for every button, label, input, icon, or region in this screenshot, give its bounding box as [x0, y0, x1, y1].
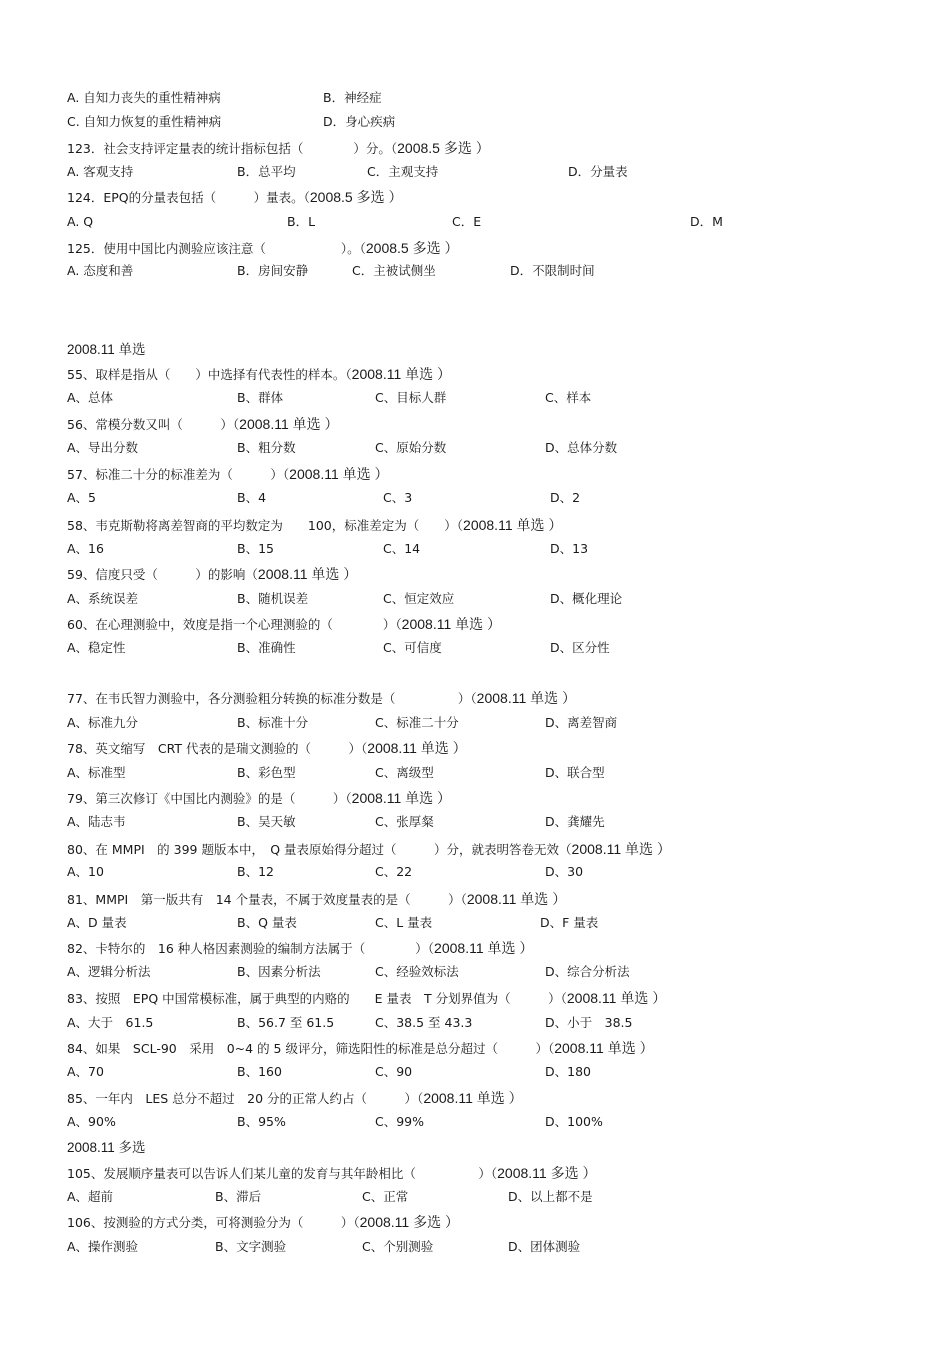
answer-option: B、粗分数 [237, 440, 296, 455]
answer-option: C、正常 [362, 1189, 409, 1204]
answer-option: B、56.7 至 61.5 [237, 1015, 335, 1030]
answer-option: A、5 [67, 490, 97, 505]
question-text: 81、MMPI 第一版共有 14 个量表，不属于效度量表的是（ ）（ [67, 892, 467, 907]
answer-option: D、13 [550, 541, 589, 556]
answer-option: C、14 [383, 541, 421, 556]
exam-tag: 2008.11 单选 ） [434, 940, 534, 956]
question-text: 123．社会支持评定量表的统计指标包括（ ）分。（ [67, 141, 398, 156]
exam-tag: 2008.5 多选 ） [309, 189, 403, 205]
answer-option: C、恒定效应 [383, 591, 455, 606]
answer-option: D．身心疾病 [323, 114, 396, 129]
section-heading: 2008.11 多选 [67, 1140, 146, 1155]
answer-option: D、龚耀先 [545, 814, 605, 829]
exam-tag: 2008.11 单选 ） [476, 690, 577, 706]
question-line [67, 466, 389, 483]
question-text: 105、发展顺序量表可以告诉人们某儿童的发育与其年龄相比（ ）（ [67, 1166, 498, 1181]
answer-option: A、陆志韦 [67, 814, 126, 829]
question-text: 78、英文缩写 CRT 代表的是瑞文测验的（ ）（ [67, 741, 368, 756]
question-text: 106、按测验的方式分类，可将测验分为（ ）（ [67, 1215, 360, 1230]
exam-tag: 2008.5 多选 ） [397, 140, 490, 156]
answer-option: A、超前 [67, 1189, 114, 1204]
answer-option: D、综合分析法 [545, 964, 630, 979]
answer-option: D、团体测验 [508, 1239, 581, 1254]
question-line [67, 940, 533, 957]
answer-option: C、样本 [545, 390, 592, 405]
answer-option: A. Q [67, 214, 94, 229]
answer-option: D、总体分数 [545, 440, 618, 455]
answer-option: C、99% [375, 1114, 425, 1129]
answer-option: D、2 [550, 490, 581, 505]
exam-tag: 2008.5 多选 ） [365, 240, 459, 256]
answer-option: A、16 [67, 541, 104, 556]
answer-option: B、标准十分 [237, 715, 309, 730]
question-text: 57、标准二十分的标准差为（ ）（ [67, 467, 290, 482]
answer-option: A. 态度和善 [67, 263, 134, 278]
answer-option: D、区分性 [550, 640, 610, 655]
question-line [67, 566, 357, 583]
answer-option: A、标准型 [67, 765, 126, 780]
question-text: 77、在韦氏智力测验中，各分测验粗分转换的标准分数是（ ）（ [67, 691, 477, 706]
answer-option: A、稳定性 [67, 640, 126, 655]
answer-option: C、22 [375, 864, 413, 879]
question-line [67, 140, 490, 157]
answer-option: A. 自知力丧失的重性精神病 [67, 90, 221, 105]
question-line [67, 1040, 654, 1057]
answer-option: B、15 [237, 541, 274, 556]
question-text: 58、韦克斯勒将离差智商的平均数定为 100，标准差定为（ ）（ [67, 518, 464, 533]
answer-option: B、滞后 [215, 1189, 262, 1204]
question-line [67, 690, 576, 707]
answer-option: C、90 [375, 1064, 413, 1079]
answer-option: C、可信度 [383, 640, 442, 655]
answer-option: C、离级型 [375, 765, 434, 780]
answer-option: B．房间安静 [237, 263, 309, 278]
answer-option: D．不限制时间 [510, 263, 595, 278]
answer-option: B、群体 [237, 390, 284, 405]
exam-tag: 2008.11 单选 ） [423, 1090, 523, 1106]
answer-option: A、总体 [67, 390, 114, 405]
answer-option: A、导出分数 [67, 440, 139, 455]
answer-option: C、L 量表 [375, 915, 433, 930]
answer-option: C、38.5 至 43.3 [375, 1015, 473, 1030]
question-line [67, 416, 339, 433]
answer-option: A、90% [67, 1114, 116, 1129]
question-text: 83、按照 EPQ 中国常模标准，属于典型的内赂的 E 量表 T 分划界值为（ ）（ [67, 991, 567, 1006]
question-line [67, 891, 566, 908]
answer-option: A、逻辑分析法 [67, 964, 151, 979]
question-line [67, 990, 666, 1007]
answer-option: C．主观支持 [367, 164, 439, 179]
answer-option: C、3 [383, 490, 413, 505]
answer-option: B、准确性 [237, 640, 296, 655]
answer-option: D、100% [545, 1114, 603, 1129]
answer-option: C、标准二十分 [375, 715, 459, 730]
answer-option: D．分量表 [568, 164, 628, 179]
question-text: 59、信度只受（ ）的影响（ [67, 567, 258, 582]
answer-option: C、个别测验 [362, 1239, 434, 1254]
question-line [67, 189, 403, 206]
question-text: 124．EPQ的分量表包括（ ）量表。（ [67, 190, 310, 205]
question-line [67, 1214, 459, 1231]
exam-tag: 2008.11 单选 ） [466, 891, 567, 907]
exam-tag: 2008.11 单选 ） [463, 517, 563, 533]
answer-option: B、4 [237, 490, 267, 505]
answer-option: A、10 [67, 864, 104, 879]
answer-option: D、以上都不是 [508, 1189, 593, 1204]
question-text: 84、如果 SCL-90 采用 0~4 的 5 级评分，筛选阳性的标准是总分超过（ ）（ [67, 1041, 555, 1056]
question-text: 55、取样是指从（ ）中选择有代表性的样本。（ [67, 367, 352, 382]
answer-option: C、目标人群 [375, 390, 447, 405]
answer-option: A、操作测验 [67, 1239, 139, 1254]
answer-option: A、标准九分 [67, 715, 139, 730]
section-heading: 2008.11 单选 [67, 342, 146, 357]
question-line [67, 366, 451, 383]
answer-option: D、概化理论 [550, 591, 623, 606]
answer-option: B、160 [237, 1064, 282, 1079]
answer-option: D、联合型 [545, 765, 605, 780]
question-text: 82、卡特尔的 16 种人格因素测验的编制方法属于（ ）（ [67, 941, 435, 956]
exam-tag: 2008.11 多选 ） [497, 1165, 597, 1181]
exam-tag: 2008.11 单选 ） [257, 566, 358, 582]
answer-option: A、系统误差 [67, 591, 139, 606]
exam-tag: 2008.11 单选 ） [554, 1040, 654, 1056]
exam-tag: 2008.11 单选 ） [367, 740, 467, 756]
answer-option: A、D 量表 [67, 915, 127, 930]
answer-option: B．神经症 [323, 90, 382, 105]
answer-option: D、180 [545, 1064, 591, 1079]
question-text: 125．使用中国比内测验应该注意（ ）。（ [67, 241, 366, 256]
answer-option: C．E [452, 214, 482, 229]
question-text: 79、第三次修订《中国比内测验》的是（ ）（ [67, 791, 352, 806]
answer-option: A、大于 61.5 [67, 1015, 154, 1030]
answer-option: C．主被试侧坐 [352, 263, 436, 278]
exam-tag: 2008.11 多选 ） [359, 1214, 459, 1230]
question-line [67, 1090, 523, 1107]
question-text: 85、一年内 LES 总分不超过 20 分的正常人约占（ ）（ [67, 1091, 424, 1106]
question-line [67, 1165, 596, 1182]
answer-option: B．L [287, 214, 316, 229]
answer-option: C. 自知力恢复的重性精神病 [67, 114, 222, 129]
answer-option: D、小于 38.5 [545, 1015, 633, 1030]
answer-option: D、离差智商 [545, 715, 618, 730]
answer-option: B、95% [237, 1114, 286, 1129]
question-line [67, 841, 671, 858]
answer-option: B、因素分析法 [237, 964, 321, 979]
question-text: 80、在 MMPI 的 399 题版本中， Q 量表原始得分超过（ ）分，就表明答卷无效（ [67, 842, 572, 857]
exam-tag: 2008.11 单选 ） [351, 366, 452, 382]
question-line [67, 240, 458, 257]
answer-option: A. 客观支持 [67, 164, 134, 179]
answer-option: B、彩色型 [237, 765, 296, 780]
exam-tag: 2008.11 单选 ） [351, 790, 452, 806]
answer-option: D、30 [545, 864, 584, 879]
answer-option: D．M [690, 214, 723, 229]
answer-option: B、Q 量表 [237, 915, 297, 930]
question-text: 60、在心理测验中，效度是指一个心理测验的（ ）（ [67, 617, 402, 632]
answer-option: A、70 [67, 1064, 104, 1079]
answer-option: C、经验效标法 [375, 964, 459, 979]
exam-tag: 2008.11 单选 ） [401, 616, 502, 632]
exam-tag: 2008.11 单选 ） [571, 841, 671, 857]
answer-option: D、F 量表 [540, 915, 599, 930]
exam-tag: 2008.11 单选 ） [566, 990, 667, 1006]
answer-option: B、随机误差 [237, 591, 309, 606]
answer-option: B．总平均 [237, 164, 296, 179]
answer-option: C、原始分数 [375, 440, 447, 455]
answer-option: B、吴天敏 [237, 814, 296, 829]
question-text: 56、常模分数又叫（ ）（ [67, 417, 240, 432]
question-line [67, 616, 501, 633]
exam-tag: 2008.11 单选 ） [239, 416, 339, 432]
answer-option: B、12 [237, 864, 274, 879]
exam-tag: 2008.11 单选 ） [289, 466, 389, 482]
question-line [67, 790, 451, 807]
answer-option: C、张厚粲 [375, 814, 434, 829]
question-line [67, 740, 467, 757]
answer-option: B、文字测验 [215, 1239, 287, 1254]
question-line [67, 517, 562, 534]
